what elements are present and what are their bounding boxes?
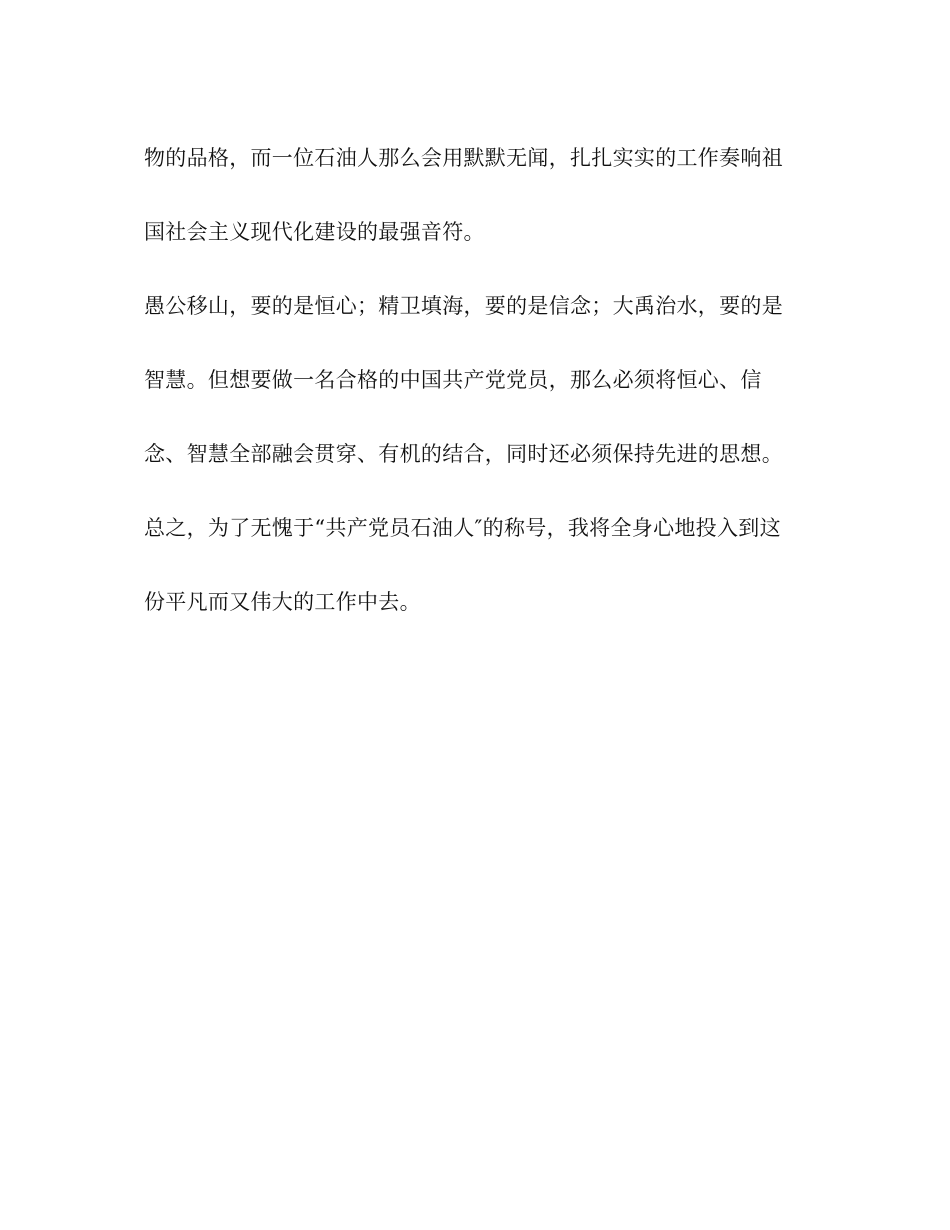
text-line: 愚公移山，要的是恒心；精卫填海，要的是信念；大禹治水，要的是 [144, 294, 783, 318]
text-line: 份平凡而又伟大的工作中去。 [144, 590, 421, 614]
body-text [144, 140, 824, 658]
text-line: 总之，为了无愧于“共产党员石油人″的称号，我将全身心地投入到这 [144, 516, 781, 540]
text-line: 国社会主义现代化建设的最强音符。 [144, 220, 485, 244]
text-line: 念、智慧全部融会贯穿、有机的结合，同时还必须保持先进的思想。 [144, 442, 783, 466]
text-line: 物的品格，而一位石油人那么会用默默无闻，扎扎实实的工作奏响祖 [144, 146, 783, 170]
text-line: 智慧。但想要做一名合格的中国共产党党员，那么必须将恒心、信 [144, 368, 762, 392]
